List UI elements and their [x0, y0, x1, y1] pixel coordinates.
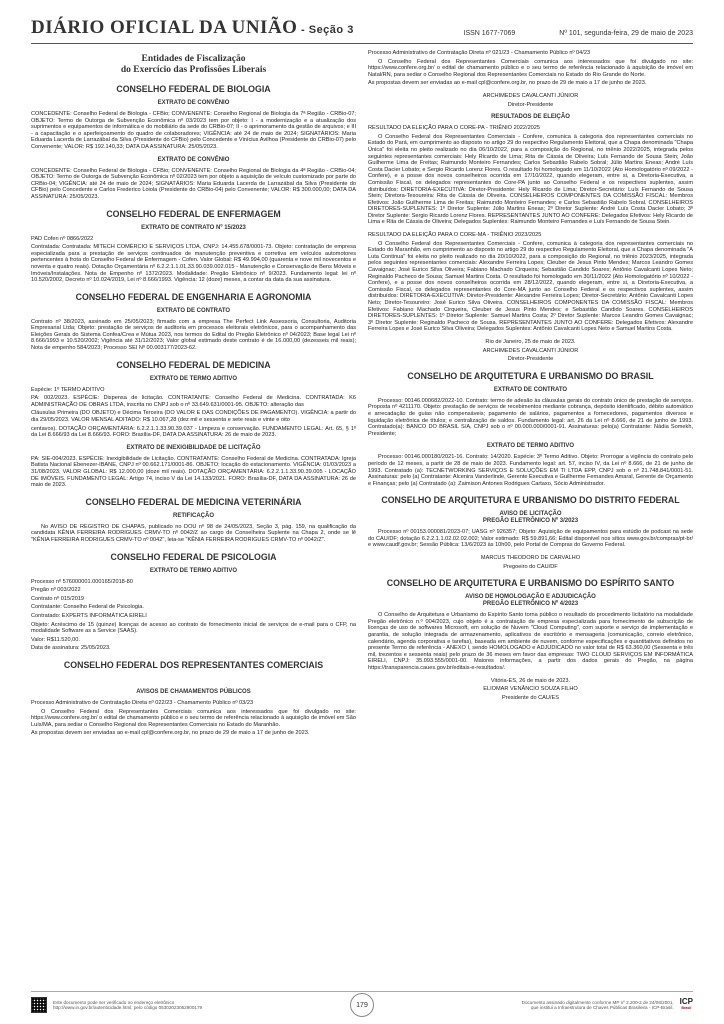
rep-p2: O Conselho Federal dos Representantes Comerciais comunica aos interessados que foi divulgado no site: https://www.confere.org.br/ o edital de chamamento público e o seu termo de referência relacionado à aquisição de imóvel em São Luís/MA, para sediar o Conselho Regional dos Representantes Comerciais no Estado do Maranhão. — [31, 708, 356, 728]
vet-sub1: RETIFICAÇÃO — [173, 512, 214, 519]
verification-text: Este documento pode ser verificado no endereço eletrônico http://www.in.gov.br/autenticidade.html, pelo código 05302023052900179 — [53, 1000, 203, 1010]
result-pa-heading: RESULTADO DA ELEIÇÃO PARA O CORE-PA - TRIÊNIO 2022/2025 — [368, 125, 541, 132]
bio-sub2: EXTRATO DE CONVÊNIO — [157, 156, 230, 163]
rep2-p3: As propostas devem ser enviadas ao e-mail cpl@confere.org.br, no prazo de 29 de maio a 17 de junho de 2023. — [368, 80, 647, 87]
section-heading: Entidades de Fiscalização do Exercício das Profissões Liberais — [120, 54, 267, 75]
psi-p1: Objeto: Acréscimo de 15 (quinze) licenças de acesso ao contrato de fornecimento inicial de serviços de e-mail para o CFP, na modalidade Software as a Service (SAAS). — [31, 621, 356, 635]
psi-l7: Data de assinatura: 25/05/2023. — [31, 645, 111, 652]
cau-es-signature-role: Presidente do CAU/ES — [502, 694, 559, 701]
qr-code-icon — [31, 997, 47, 1013]
psi-l6: Valor: R$11.520,00. — [31, 636, 80, 643]
cau-es-place-date: Vitória-ES, 26 de maio de 2023. — [490, 677, 571, 684]
page-number: 179 — [350, 993, 374, 1017]
results-title: RESULTADOS DE ELEIÇÃO — [491, 114, 570, 121]
psi-l5: Contratado: EXPERTS INFORMÁTICA EIRELI — [31, 612, 147, 619]
cau-df-signature-name: MARCUS THEODORO DE CARVALHO — [480, 555, 581, 562]
masthead-meta — [464, 30, 693, 43]
result-pa-body: O Conselho Federal dos Representantes Comerciais - Confere, comunica à categoria dos representantes comerciais no Estado do Pará, em cumprimento ao disposto no artigo 29 do respectivo Regulamento Eleitoral, que a Chapa denominada "Chapa Única" foi eleita no pleito realizado no dia 06/10/2022, para a composição do Regional, no triênio 2022/2025, integrada pelos seguintes representantes comerciais: Hely Ricardo de Lima; Rita de Cássia de Oliveira; Luís Fernando de Sousa Stein; João Guilherme Lima de Freitas; Raimundo Monteiro Fernandes; Carlos Sebastião Rabelo Sobral; Júlio Martins Eneas; André Luís Costa Dacier Lobato; e Sergio Ricardo Lorenz Flores. O resultado foi homologado em 11/10/2022 (Ato Homologatório nº 09/2022 - Confere), e a posse dos novos conselheiros ocorrida em 17/10/2022, quando elegeram, entre si, a Diretoria-Executiva, a Comissão Fiscal, os delegados representantes do Core-PA junto ao Conselho Federal e os respectivos suplentes, assim distribuídos: DIRETORIA-EXECUTIVA: Diretor-Presidente: Hely Ricardo de Lima; Diretor-Secretário: Luís Fernando de Sousa Stein; Diretora-Tesoureira: Rita de Cássia de Oliveira. CONSELHEIROS COMPONENTES DA COMISSÃO FISCAL: Membros Efetivos: João Guilherme Lima de Freitas; Raimundo Monteiro Fernandes; e Carlos Sebastião Rabelo Sobral. CONSELHEIROS DIRETORES-SUPLENTES: 1º Diretor Suplente: Júlio Martins Eneas; 2º Diretor Suplente: André Luís Costa Dacier Lobato; 3º Diretor Suplente: Sergio Ricardo Lorenz Flores. REPRESENTANTES JUNTO AO CONFERE: Delegados Efetivos: Hely Ricardo de Lima e Rita de Cássia de Oliveira; Delegados Suplentes: Raimundo Monteiro Fernandes e Luís Fernando de Sousa Stein. — [368, 133, 693, 226]
bio-title: CONSELHO FEDERAL DE BIOLOGIA — [116, 84, 271, 94]
med-p4: centavos). DOTAÇÃO ORÇAMENTÁRIA: 6.2.2.1.1.33.90.39.037 - Limpeza e conservação. FUNDAMENTO LEGAL: Art. 65, § 1º da Lei 8.666/93 da Lei 8.666/93. FORO: Brasília-DF, DATA DA ASSINATURA: 26 de maio de 2023. — [31, 425, 356, 439]
enf-p2: Contratada: Contratada: MITECH COMÉRCIO E SERVIÇOS LTDA, CNPJ: 14.455.678/0001-73. Objeto: contratação de empresa especializada para a prestação de serviços continuados de manutenção preventiva e corretiva em veículos automotores pertencentes à frota do Conselho Federal de Enfermagem - Cofen. Valor Global: R$ 49.994,00 (quarenta e nove mil novecentos e noventa e quatro reais). Dotação Orçamentária nº 6.2.2.1.1.01.33.90.039.002.015 - Manutenção e Conservação de Bens Móveis e Imóveis/Instalações. Nota de Empenho nº 1372/2023. Modalidade: Pregão Eletrônico nº 9/2023. Fundamento legal: lei nº 10.520/2002, Decreto nº 10.024/2019, Lei nº 8.666/1993. Vigência: 12 (doze) meses, a contar da data da sua assinatura. — [31, 244, 356, 284]
cau-br-p1: Processo: 00146.000682/2022-10. Contrato: termo de adesão às cláusulas gerais do contrato único de prestação de serviços. Proposta nº 4211170. Objeto: prestação de serviços de recebimentos mediante cobrança, depósito identificado, débito automático e arrecadação de guias não compensáveis; pagamento de salários, pagamentos a fornecedores, pagamentos diversos e liquidação eletrônica de títulos; e centralização de saldos. Fundamento legal: art. 26 da Lei nº 8.666, de 21 de junho de 1993. Contratado(a): BANCO DO BRASIL S/A, CNPJ sob o nº 00.000.000/0001-91. Assinaturas: pelo(a) Contratante: Nádia Somekh, Presidente; — [368, 397, 693, 437]
cau-es-sub1: AVISO DE HOMOLOGAÇÃO E ADJUDICAÇÃO — [465, 594, 596, 601]
rep-sub1: AVISOS DE CHAMAMENTOS PÚBLICOS — [136, 688, 251, 695]
footer — [31, 991, 693, 1018]
signature-role-2: Diretor-Presidente — [507, 356, 554, 363]
issn: ISSN 1677-7069 — [463, 30, 516, 37]
place-date: Rio de Janeiro, 25 de maio de 2023. — [485, 338, 576, 345]
bio-p1: CONCEDENTE: Conselho Federal de Biologia - CFBio; CONVENENTE: Conselho Regional de Biologia da 7ª Região - CRBio-07; OBJETO: Termo de Outorga de Subvenção Econômica nº 03/2023 tem por objeto: I - a modernização e a atualização dos suprimentos e equipamentos de informática e do mobiliário da sede do CRBio-07; II - o aprimoramento da gestão de arquivos; e III - a capacitação e o aperfeiçoamento do quadro de colaboradores; VIGÊNCIA: até 24 de maio de 2024; SIGNATÁRIOS: Maria Eduarda Lacerda de Larrazábal da Silva (Presidente do CFBio) pelo Concedente e Vinícius Avilhoa (Presidente do CRBio-07) pelo Convenente; VALOR: R$ 192.140,33; DATA DA ASSINATURA: 25/05/2023. — [31, 111, 356, 150]
psi-l3: Contrato nº 015/2019 — [31, 595, 85, 602]
columns — [31, 44, 693, 979]
vet-p1: No AVISO DE REGISTRO DE CHAPAS, publicado no DOU nº 98 de 24/05/2023, Seção 3, pág. 159, na qualificação da candidata KÊNIA FERREIRA RODRIGUES CRMV-TO nº 0042/Z ao cargo de Conselheira Suplente na Chapa 2, onde se lê "KÊNIA FERREIRA RODRIGUES CRMV-TO nº 0042", leia-se "KÊNIA FERREIRA RODRIGUES CRMV-TO nº 0042/Z". — [31, 523, 356, 543]
psi-sub1: EXTRATO DE TERMO ADITIVO — [149, 567, 238, 574]
eng-p1: Contrato nº 38/2023, assinado em 25/05/2023; firmado com a empresa The Perfect Link Assessoria, Consultoria, Auditoria Empresarial Ltda; Objeto: prestação de serviços de auditoria em processos eleitorais eletrônicos, para o acompanhamento das Eleições Gerais do Sistema Confea/Crea e Mútua 2023, nos termos do Edital do Pregão Eletrônico nº 04/2023; Base legal Lei nº 8.666/1993 e 10.520/2002; Vigência até 31/12/2023; Valor global estimado deste contrato é de 16.000,00 (dezesseis mil reais); Nota de empenho 584/2023; Processo SEI Nº 00.003177/2023-62. — [31, 318, 356, 352]
med-p3: Cláusulas Primeira (DO OBJETO) e Décima Terceira (DO VALOR E DAS CONDIÇÕES DE PAGAMENTO). VIGÊNCIA: a partir do dia 29/05/2023. VALOR MENSAL ADITADO: R$ 10.067,28 (dez mil e sessenta e sete reais e vinte e oito — [31, 410, 356, 424]
rep-p3: As propostas devem ser enviadas ao e-mail cpl@confere.org.br, no prazo de 29 de maio a 17 de junho de 2023. — [31, 730, 310, 737]
vet-title: CONSELHO FEDERAL DE MEDICINA VETERINÁRIA — [85, 496, 302, 507]
enf-sub1: EXTRATO DE CONTRATO Nº 15/2023 — [141, 224, 246, 231]
enf-p1: PAD Cofen nº 0866/2022 — [31, 235, 94, 242]
eng-title: CONSELHO FEDERAL DE ENGENHARIA E AGRONOMIA — [75, 291, 312, 302]
cau-df-p1: Processo nº 00153.000081/2023-07; UASG nº 926357; Objeto: Aquisição de equipamentos para estúdio de podcast na sede do CAU/DF; dotação 6.2.2.1.1.02.02.02.002; Valor estimado: R$ 59.891,66; Edital disponível nos sítios www.gov.br/compras/pt-br/ e www.caudf.gov.br; Sessão Pública: 13/6/2023 às 10h00, pelo Portal de Compras do Governo Federal. — [368, 529, 693, 549]
med-p2: PA: 002/2023. ESPÉCIE: Dispensa de licitação. CONTRATANTE: Conselho Federal de Medicina. CONTRATADA: K6 ADMINISTRAÇÃO DE OBRAS LTDA, inscrita no CNPJ sob o nº 33.649.631/0001-95. OBJETO: alteração das — [31, 395, 356, 408]
icp-brasil-logo-icon: ICP Brasil — [679, 997, 693, 1010]
cau-br-sub1: EXTRATO DE CONTRATO — [493, 386, 568, 393]
result-ma-heading: RESULTADO DA ELEIÇÃO PARA O CORE-MA - TRIÊNIO 2023/2025 — [368, 232, 542, 239]
rep2-p1: Processo Administrativo de Contratação Direta nº 021/23 - Chamamento Público nº 04/23 — [368, 50, 591, 56]
psi-l4: Contratante: Conselho Federal de Psicologia. — [31, 604, 144, 611]
cau-df-sub2: PREGÃO ELETRÔNICO Nº 3/2023 — [482, 518, 579, 525]
cau-br-sub2: EXTRATO DE TERMO ADITIVO — [486, 443, 575, 450]
signature-name-1: ARCHIMEDES CAVALCANTI JÚNIOR — [482, 92, 579, 99]
bio-sub1: EXTRATO DE CONVÊNIO — [157, 100, 230, 106]
journal-title: DIÁRIO OFICIAL DA UNIÃO - Seção 3 — [31, 17, 354, 38]
footer-signature — [433, 998, 693, 1012]
signature-notice: Documento assinado digitalmente conforme MP nº 2.200-2 de 24/08/2001, que institui a Infraestrutura de Chaves Públicas Brasileira - ICP-Brasil. — [521, 1000, 674, 1010]
bio-p2: CONCEDENTE: Conselho Federal de Biologia - CFBio; CONVENENTE: Conselho Regional de Biologia da 4ª Região - CRBio-04; OBJETO: Termo de Outorga de Subvenção Econômica nº 02/2023 tem por objeto a aquisição de veículo customizado por parte do CRBio-04; VIGÊNCIA: até 24 de maio de 2024; SIGNATÁRIOS: Maria Eduarda Lacerda de Larrazábal da Silva (Presidente do CFBio) pelo Concedente e Carlos Frederico Loiola (Presidente do CRBio-04) pelo Convenente; VALOR: R$ 300.000,00; DATA DA ASSINATURA: 25/05/2023. — [31, 167, 356, 200]
psi-l1: Processo nº 576000001.000165/2018-80 — [31, 578, 133, 585]
enf-title: CONSELHO FEDERAL DE ENFERMAGEM — [106, 208, 281, 219]
signature-role-1: Diretor-Presidente — [507, 101, 554, 108]
cau-df-title: CONSELHO DE ARQUITETURA E URBANISMO DO DISTRITO FEDERAL — [381, 495, 680, 506]
rep2-p2: O Conselho Federal dos Representantes Comerciais comunica aos interessados que foi divulgado no site: https://www.confere.org.br/ o edital de chamamento público e o seu termo de referência relacionado à aquisição de imóvel em Natal/RN, para sediar o Conselho Regional dos Representantes Comerciais no Estado do Rio Grande do Norte. — [368, 58, 693, 78]
cau-df-sub1: AVISO DE LICITAÇÃO — [499, 511, 562, 518]
cau-es-title: CONSELHO DE ARQUITETURA E URBANISMO DO ESPÍRITO SANTO — [386, 578, 675, 589]
psi-l2: Pregão nº 003/2022 — [31, 587, 81, 594]
cau-df-signature-role: Pregoeiro do CAU/DF — [503, 563, 558, 570]
issue-date: Nº 101, segunda-feira, 29 de maio de 2023 — [559, 30, 693, 37]
verification-link[interactable]: http://www.in.gov.br/autenticidade.html, pelo código 05302023052900179 — [53, 1005, 203, 1010]
med-sub2: EXTRATO DE INEXIGIBILIDADE DE LICITAÇÃO — [126, 444, 261, 451]
left-column — [31, 50, 356, 979]
med-title: CONSELHO FEDERAL DE MEDICINA — [116, 359, 271, 370]
cau-es-signature-name: ELIOMAR VENÂNCIO SOUZA FILHO — [483, 686, 578, 693]
cau-br-title: CONSELHO DE ARQUITETURA E URBANISMO DO BRASIL — [407, 370, 654, 381]
med-p1: Espécie: 1º TERMO ADITIVO — [31, 386, 105, 393]
result-ma-body: O Conselho Federal dos Representantes Comerciais - Confere, comunica à categoria dos representantes comerciais no Estado do Maranhão, em cumprimento ao disposto no artigo 29 do respectivo Regulamento Eleitoral, que a Chapa denominada "A Luta Continua" foi eleita no pleito realizado no dia 20/10/2022, para a composição do Regional, no triênio 2023/2025, integrada pelos seguintes representantes comerciais: Alexandre Ferreira Lopes; Cleuber de Jesus Pinto Mendes; Marcos Leandro Gomes Cavaignac; José Eurico Silva Oliveira; Fabiano Machado Cirqueira; Sebastião Candido Soares; Antônio Cavalcanti Lopes Neto; Reginaldo Pacheco de Sousa; Samuel Martins Costa. O resultado foi homologado em 30/11/2022 (Ato Homologatório nº 10/2022 - Confere), e a posse dos novos conselheiros ocorrida em 28/12/2022, quando elegeram, entre si, a Diretoria-Executiva, a Comissão Fiscal, os delegados representantes do Core-MA junto ao Conselho Federal e os respectivos suplentes, assim distribuídos: DIRETORIA-EXECUTIVA: Diretor-Presidente: Alexandre Ferreira Lopes; Diretor-Secretário: Antônio Cavalcanti Lopes Neto; Diretor-Tesoureiro: José Eurico Silva Oliveira. CONSELHEIROS COMPONENTES DA COMISSÃO FISCAL: Membros Efetivos: Fabiano Machado Cirqueira, Cleuber de Jesus Pinto Mendes; e Sebastião Candido Soares. CONSELHEIROS DIRETORES-SUPLENTES: 1º Diretor Suplente: Samuel Martins Costa; 2º Diretor Suplente: Marcos Leandro Gomes Cavaignac; 3º Diretor Suplente: Reginaldo Pacheco de Sousa. REPRESENTANTES JUNTO AO CONFERE: Delegados Efetivos: Alexandre Ferreira Lopes e José Eurico Silva Oliveira; Delegados Suplentes: Antônio Cavalcanti Lopes Neto e Samuel Martins Costa. — [368, 240, 693, 333]
rep-p1: Processo Administrativo de Contratação Direta nº 022/23 - Chamamento Público nº 03/23 — [31, 699, 254, 706]
cau-br-p2: Processo: 00146.000180/2021-16. Contrato: 14/2020. Espécie: 3º Termo Aditivo. Objeto: Prorrogar a vigência do contrato pelo período de 12 meses, a partir de 28 de maio de 2023. Fundamento legal: art. 57, inciso IV, da Lei nº 8.666, de 21 de junho de 1993. Contratado (a): TECNETWORKING SERVIÇOS E SOLUÇÕES EM TI LTDA EPP, CNPJ sob o nº 21.748.841/0001-51. Assinaturas: pelo (a) Contratante: Alcenira Vanderlinde, Gerente Executiva e Guilherme Fernandes Amaral, Gerente de Orçamento e Finanças; pelo (a) Contratado (a): Zaimison Antones Rodrigues Cartaxo, Sócio Administrador. — [368, 454, 693, 487]
right-column — [368, 50, 693, 979]
psi-title: CONSELHO FEDERAL DE PSICOLOGIA — [110, 551, 277, 562]
cau-es-p1: O Conselho de Arquitetura e Urbanismo do Espírito Santo torna público o resultado do procedimento licitatório na modalidade Pregão eletrônico n.º 004/2023, cujo objeto é a contratação de empresa especializada para fornecimento de subscrição de licenças de uso de softwares Microsoft, em solução de Nuvem "Cloud Computing", com suporte e serviço de implementação e garantia, de solução integrada de armazenamento, aplicativos de escritório e mensageria (comunicação, correio eletrônico, calendário, agenda corporativa e tarefas), baseada em ambiente de nuvem, conforme especificações e quantitativos definidos no presente Termo de referência - ANEXO I, sendo HOMOLOGADO e ADJUDICADO no valor total de R$ 63.360,00 (Sessenta e três mil, trezentos e sessenta reais) pelo prazo de 36 meses em favor das empresas: TWO CLOUD SERVIÇOS EM INFORMÁTICA EIRELI, CNPJ: 35.093.555/0001-00. Maiores informações, a partir dos dados gerais do Pregão, na página https://transparencia.caues.gov.br/editais-e-resultados/. — [368, 612, 693, 671]
signature-name-2: ARCHIMEDES CAVALCANTI JÚNIOR — [482, 347, 579, 354]
cau-es-sub2: PREGÃO ELETRÔNICO Nº 4/2023 — [482, 601, 579, 608]
eng-sub1: EXTRATO DE CONTRATO — [156, 307, 231, 314]
footer-verification — [31, 997, 291, 1013]
med-p5: PA: SIE-004/2023. ESPÉCIE: Inexigibilidade de Licitação. CONTRATANTE: Conselho Federal de Medicina. CONTRATADA: Igreja Batista Nacional Ebenezer-IBANE, CNPJ nº 00.662.171/0001-86. OBJETO: locação do estacionamento. VIGÊNCIA: 01/03/2023 a 31/08/2023. VALOR GLOBAL: R$ 12.000,00 (doze mil reais). DOTAÇÃO ORÇAMENTÁRIA: 6.2.2.1.1.33.90.39.005 - LOCAÇÃO DE IMÓVEIS. FUNDAMENTO LEGAL: Artigo 74, inciso V da Lei 14.133/2021. FORO: Brasília-DF, DATA DA ASSINATURA: 26 de maio de 2023. — [31, 455, 356, 489]
rep-title: CONSELHO FEDERAL DOS REPRESENTANTES COMERCIAIS — [63, 659, 324, 670]
section-label: - Seção 3 — [297, 24, 354, 36]
med-sub1: EXTRATO DE TERMO ADITIVO — [149, 375, 238, 382]
masthead — [31, 0, 693, 44]
